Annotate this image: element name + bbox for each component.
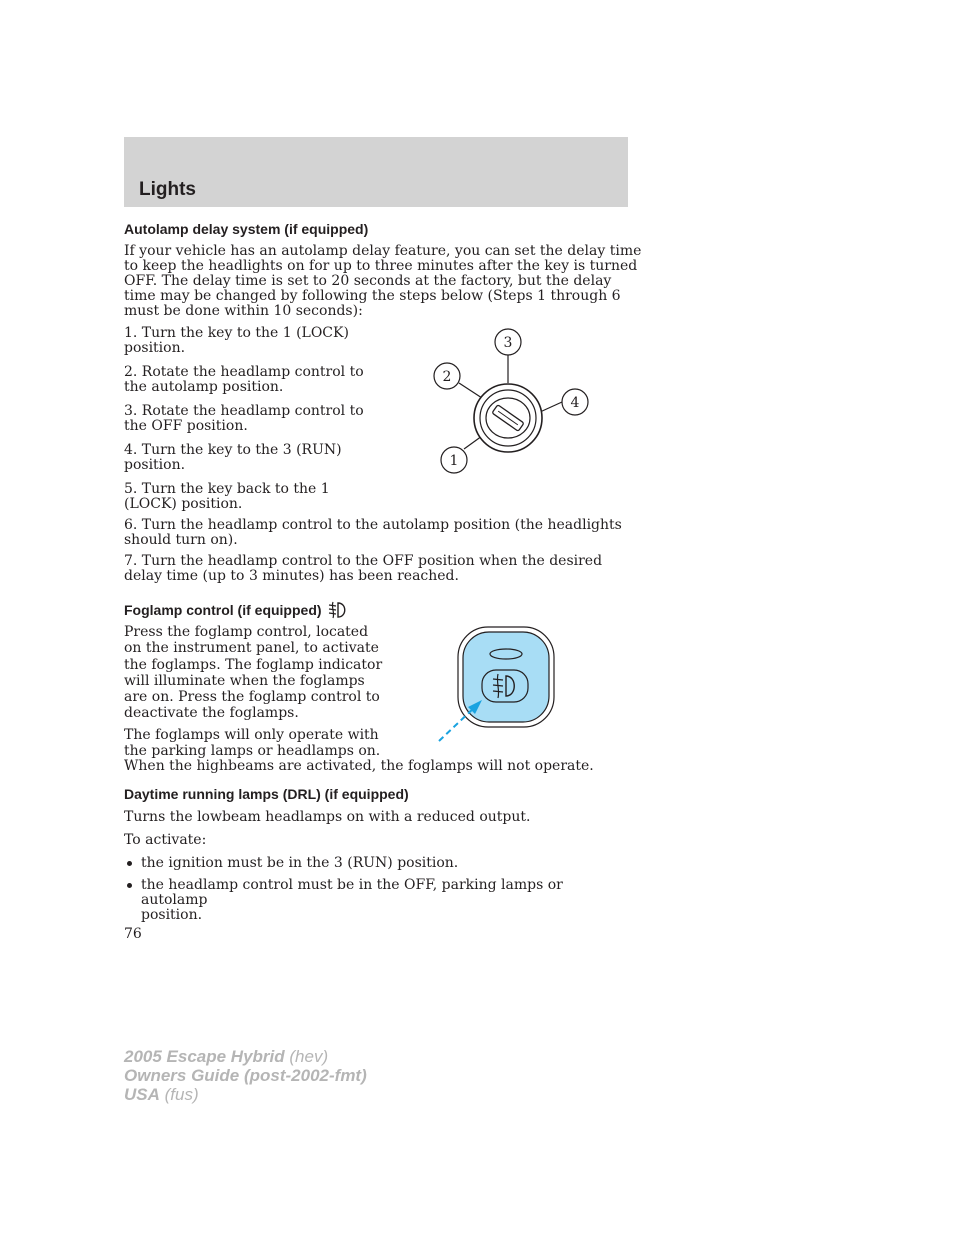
callout-1 [441,447,467,473]
step-5: 5. Turn the key back to the 1 (LOCK) position. [124,481,330,512]
step-1: 1. Turn the key to the 1 (LOCK) position. [124,325,349,356]
page-number: 76 [124,926,142,942]
leader-line-4 [540,402,562,412]
bullet-icon [127,883,132,888]
step-3: 3. Rotate the headlamp control to the OFF position. [124,403,364,434]
leader-line-2 [459,383,482,398]
drl-heading: Daytime running lamps (DRL) (if equipped) [124,786,409,802]
foglamp-heading: Foglamp control (if equipped) [124,597,347,618]
step-2: 2. Rotate the headlamp control to the autolamp position. [124,364,364,395]
callout-4 [562,389,588,415]
list-item: the headlamp control must be in the OFF, parking lamps or autolamp position. [124,878,624,923]
section-header [124,137,628,207]
drl-paragraph-2: To activate: [124,832,207,848]
step-7: 7. Turn the headlamp control to the OFF position when the desired delay time (up to 3 minutes) has been reached. [124,553,603,584]
svg-text:1: 1 [449,453,459,469]
step-4: 4. Turn the key to the 3 (RUN) position. [124,442,342,473]
svg-text:4: 4 [570,395,580,411]
bullet-icon [127,861,132,866]
callout-3 [495,329,521,355]
callout-2 [434,363,460,389]
ignition-cylinder-icon [474,384,542,452]
step-6: 6. Turn the headlamp control to the autolamp position (the headlights should turn on). [124,517,622,548]
svg-text:2: 2 [442,369,452,385]
autolamp-intro: If your vehicle has an autolamp delay feature, you can set the delay time to keep the headlights on for up to three minutes after the key is turned OFF. The delay time is set to 20 seconds at the factory, but the delay time may be changed by following the steps below (Steps 1 through 6 must be done within 10 seconds): [124,243,642,319]
leader-line-1 [464,436,482,449]
svg-text:3: 3 [503,335,513,351]
drl-bullet-list [124,856,624,930]
ignition-diagram [420,320,600,485]
autolamp-heading: Autolamp delay system (if equipped) [124,221,369,237]
footer: 2005 Escape Hybrid (hev) Owners Guide (post-2002-fmt) USA (fus) [124,1047,367,1104]
foglamp-button-diagram [435,624,560,746]
foglamp-icon [327,601,349,619]
drl-paragraph-1: Turns the lowbeam headlamps on with a reduced output. [124,809,531,825]
section-title: Lights [139,179,196,200]
foglamp-paragraph-2: The foglamps will only operate with the parking lamps or headlamps on. When the highbeams are activated, the foglamps will not operate. [124,727,594,775]
pointer-arrow-line [439,707,475,741]
list-item: the ignition must be in the 3 (RUN) position. [124,856,624,871]
foglamp-paragraph-1: Press the foglamp control, located on the instrument panel, to activate the foglamps. The foglamp indicator will illuminate when the foglamps are on. Press the foglamp control to deactivate the foglamps. [124,624,383,722]
